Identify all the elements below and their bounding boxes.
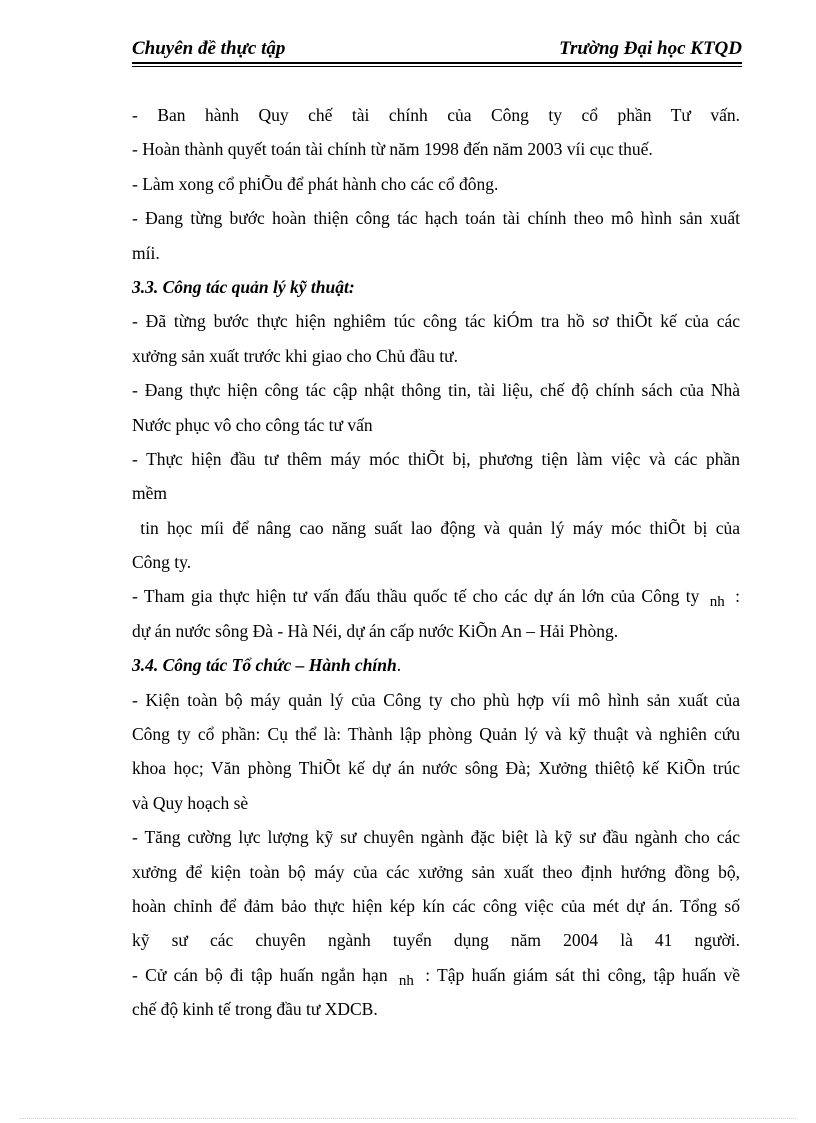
text-line: - Đang từng bước hoàn thiện công tác hạch toán tài chính theo mô hình sản xuất <box>132 208 740 229</box>
text-line: - Đã từng bước thực hiện nghiêm túc công tác kiÓm tra hồ sơ thiÕt kế của các <box>132 311 740 332</box>
text-line: Công ty. <box>132 552 192 573</box>
page-bottom-border <box>20 1118 796 1119</box>
text-line: - Hoàn thành quyết toán tài chính từ năm 1998 đến năm 2003 víi cục thuế. <box>132 139 653 160</box>
text-line: Nước phục vô cho công tác tư vấn <box>132 414 373 435</box>
text-line <box>132 579 740 613</box>
section-heading-admin <box>132 648 740 682</box>
text-line: xưởng sản xuất trước khi giao cho Chủ đầu tư. <box>132 345 458 366</box>
section-heading-technical: 3.3. Công tác quản lý kỹ thuật: <box>132 276 355 297</box>
text-line: - Thực hiện đầu tư thêm máy móc thiÕt bị, phương tiện làm việc và các phần <box>132 448 740 469</box>
text-line: mềm <box>132 483 167 504</box>
text-line: dự án nước sông Đà - Hà Néi, dự án cấp nước KiÕn An – Hải Phòng. <box>132 620 619 641</box>
abbreviation-subscript: nh <box>709 594 725 611</box>
text-line: - Làm xong cổ phiÕu để phát hành cho các cổ đông. <box>132 173 499 194</box>
text-fragment: - Cử cán bộ đi tập huấn ngắn hạn <box>132 964 388 985</box>
abbreviation-subscript: nh <box>398 972 414 989</box>
text-line: xưởng để kiện toàn bộ máy của các xưởng sản xuất theo định hướng đồng bộ, <box>132 861 740 882</box>
text-fragment: - Tham gia thực hiện tư vấn đấu thầu quốc tế cho các dự án lớn của Công ty <box>132 586 700 607</box>
text-line: míi. <box>132 242 160 263</box>
header-divider <box>132 66 742 67</box>
page-header <box>132 36 742 64</box>
heading-text: 3.4. Công tác Tổ chức – Hành chính <box>132 655 397 676</box>
document-body <box>132 98 740 1027</box>
text-line: tin học míi để nâng cao năng suất lao động và quản lý máy móc thiÕt bị của <box>132 517 740 538</box>
text-line: Công ty cổ phần: Cụ thể là: Thành lập phòng Quản lý và kỹ thuật và nghiên cứu <box>132 724 740 745</box>
header-right-title: Trường Đại học KTQD <box>559 38 742 59</box>
text-line: - Kiện toàn bộ máy quản lý của Công ty cho phù hợp víi mô hình sản xuất của <box>132 689 740 710</box>
text-fragment: : <box>735 586 740 607</box>
text-line: chế độ kinh tế trong đầu tư XDCB. <box>132 999 378 1020</box>
text-line: - Ban hành Quy chế tài chính của Công ty cổ phần Tư vấn. <box>132 105 740 125</box>
text-line: khoa học; Văn phòng ThiÕt kế dự án nước sông Đà; Xưởng thiêtộ kế KiÕn trúc <box>132 758 740 779</box>
text-line: kỹ sư các chuyên ngành tuyển dụng năm 2004 là 41 người. <box>132 930 740 951</box>
heading-period: . <box>396 655 402 676</box>
text-fragment: : Tập huấn giám sát thi công, tập huấn về <box>425 964 740 985</box>
text-line: hoàn chỉnh để đảm bảo thực hiện kép kín các công việc của mét dự án. Tổng số <box>132 895 740 916</box>
text-line: và Quy hoạch sè <box>132 792 249 813</box>
text-line <box>132 958 740 992</box>
text-line: - Tăng cường lực lượng kỹ sư chuyên ngành đặc biệt là kỹ sư đầu ngành cho các <box>132 827 740 848</box>
header-left-title: Chuyên đề thực tập <box>132 38 286 59</box>
text-line: - Đang thực hiện công tác cập nhật thông tin, tài liệu, chế độ chính sách của Nhà <box>132 380 740 401</box>
